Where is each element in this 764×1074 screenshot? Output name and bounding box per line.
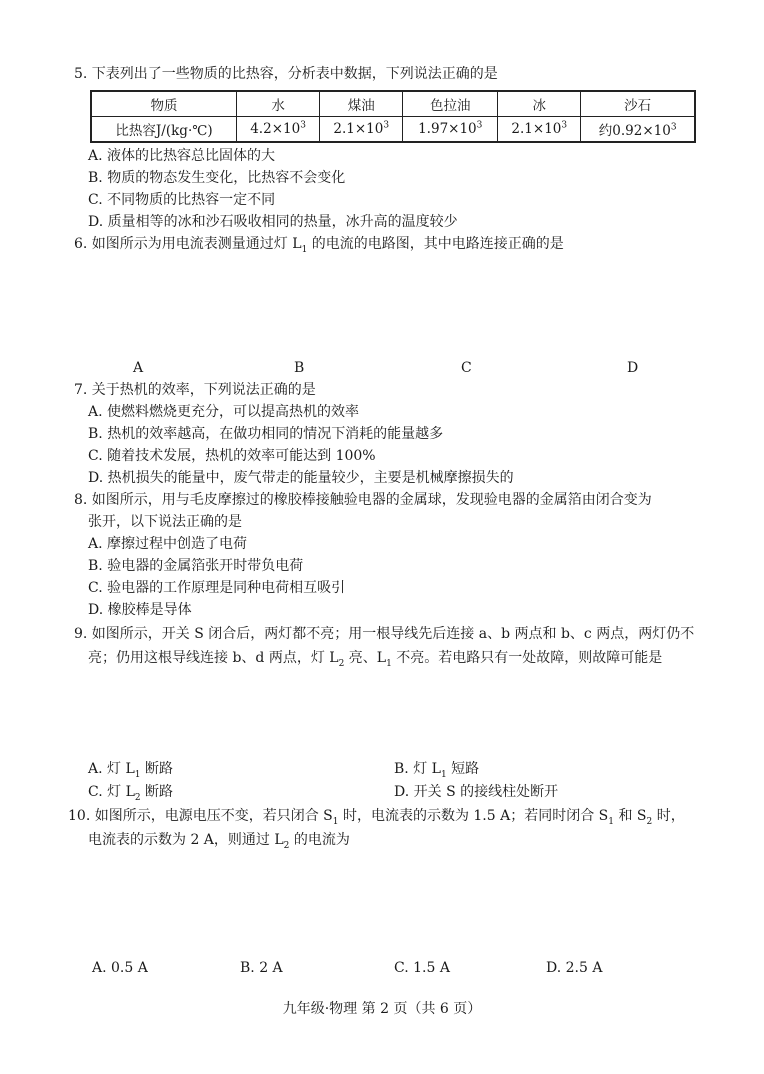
table-row: [91, 117, 695, 143]
q7-option-c[interactable]: C. 随着技术发展，热机的效率可能达到 100%: [88, 448, 376, 464]
table-cell: 约$0.92\times 10^3$: [581, 117, 695, 143]
q7-option-d[interactable]: D. 热机损失的能量中，废气带走的能量较少，主要是机械摩擦损失的: [88, 470, 514, 486]
q9-option-d[interactable]: D. 开关 S 的接线柱处断开: [394, 784, 559, 800]
q10-option-a[interactable]: A. 0.5 A: [92, 960, 148, 976]
q8-option-d[interactable]: D. 橡胶棒是导体: [88, 602, 192, 618]
table-header-cell: 色拉油: [403, 91, 498, 117]
table-header-cell: 水: [237, 91, 320, 117]
q8-option-b[interactable]: B. 验电器的金属箔张开时带负电荷: [88, 558, 304, 574]
table-header-cell: 物质: [91, 91, 237, 117]
q10-option-d[interactable]: D. 2.5 A: [546, 960, 603, 976]
q6-stem: 6. 如图所示为用电流表测量通过灯 $L_1$ 的电流的电路图，其中电路连接正确的是: [74, 236, 564, 255]
q5-option-a[interactable]: A. 液体的比热容总比固体的大: [88, 148, 276, 164]
table-header-cell: 煤油: [320, 91, 403, 117]
q7-option-a[interactable]: A. 使燃料燃烧更充分，可以提高热机的效率: [88, 404, 360, 420]
q6-figure-label-d[interactable]: D: [627, 360, 639, 376]
q6-figure-label-a[interactable]: A: [133, 360, 144, 376]
q8-stem-line2: 张开，以下说法正确的是: [88, 514, 242, 530]
table-cell: $4.2\times 10^3$: [237, 117, 320, 143]
q8-option-a[interactable]: A. 摩擦过程中创造了电荷: [88, 536, 248, 552]
q9-stem-line2: 亮；仍用这根导线连接 b、d 两点，灯 $L_2$ 亮、$L_1$ 不亮。若电路只有一处故障，则故障可能是: [88, 650, 663, 669]
table-header-row: [91, 91, 695, 117]
table-cell: $2.1\times 10^3$: [498, 117, 581, 143]
q5-option-c[interactable]: C. 不同物质的比热容一定不同: [88, 192, 276, 208]
q7-option-b[interactable]: B. 热机的效率越高，在做功相同的情况下消耗的能量越多: [88, 426, 444, 442]
table-header-cell: 沙石: [581, 91, 695, 117]
q9-option-c[interactable]: C. 灯 $L_2$ 断路: [88, 784, 174, 803]
q5-option-b[interactable]: B. 物质的物态发生变化，比热容不会变化: [88, 170, 346, 186]
page-footer: 九年级·物理 第 2 页（共 6 页）: [282, 1001, 482, 1017]
q9-option-b[interactable]: B. 灯 $L_1$ 短路: [394, 761, 480, 780]
specific-heat-table: [90, 90, 696, 143]
q10-stem-line2: 电流表的示数为 2 A，则通过 $L_2$ 的电流为: [88, 832, 350, 851]
q10-option-b[interactable]: B. 2 A: [240, 960, 283, 976]
q10-stem-line1: 10. 如图所示，电源电压不变，若只闭合 $S_1$ 时，电流表的示数为 1.5 A；若同时闭合 $S_1$ 和 $S_2$ 时，: [68, 808, 685, 827]
q10-option-c[interactable]: C. 1.5 A: [394, 960, 450, 976]
q5-option-d[interactable]: D. 质量相等的冰和沙石吸收相同的热量，冰升高的温度较少: [88, 214, 458, 230]
q8-stem-line1: 8. 如图所示，用与毛皮摩擦过的橡胶棒接触验电器的金属球，发现验电器的金属箔由闭合变为: [74, 492, 652, 508]
table-row-label: 比热容J/(kg·℃): [91, 117, 237, 143]
q6-figure-label-b[interactable]: B: [294, 360, 305, 376]
q6-figure-label-c[interactable]: C: [461, 360, 472, 376]
q8-option-c[interactable]: C. 验电器的工作原理是同种电荷相互吸引: [88, 580, 346, 596]
q7-stem: 7. 关于热机的效率，下列说法正确的是: [74, 382, 316, 398]
q5-stem: 5. 下表列出了一些物质的比热容，分析表中数据，下列说法正确的是: [74, 66, 498, 82]
q9-option-a[interactable]: A. 灯 $L_1$ 断路: [88, 761, 173, 780]
table-cell: $2.1\times 10^3$: [320, 117, 403, 143]
table-header-cell: 冰: [498, 91, 581, 117]
table-cell: $1.97\times 10^3$: [403, 117, 498, 143]
q9-stem-line1: 9. 如图所示，开关 S 闭合后，两灯都不亮；用一根导线先后连接 a、b 两点和 b、c 两点，两灯仍不: [74, 626, 695, 642]
